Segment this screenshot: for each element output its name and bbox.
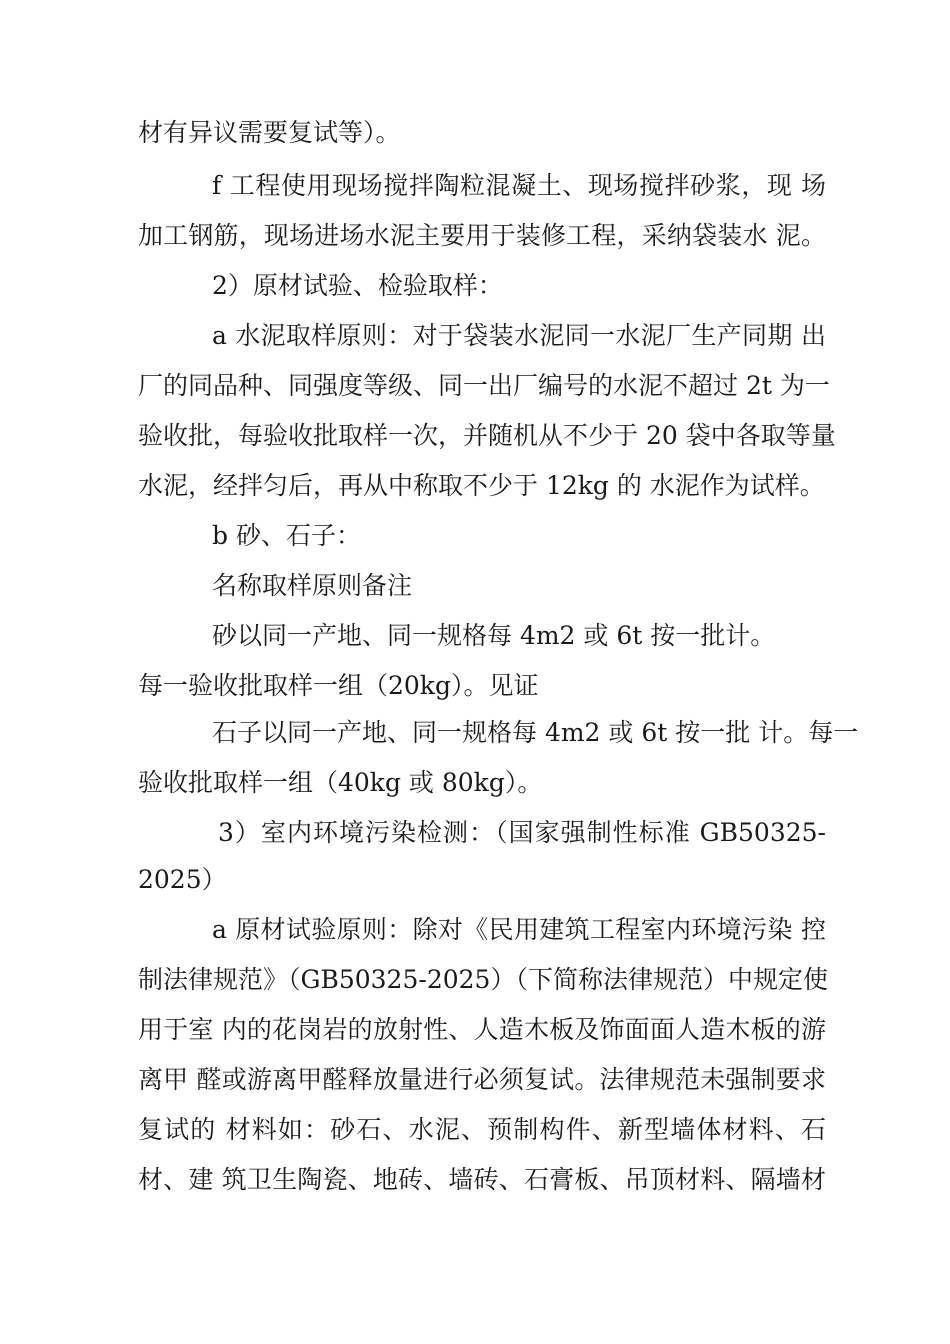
text-line: 每一验收批取样一组（20kg）。见证 [138,671,539,700]
text-line: 离甲 醛或游离甲醛释放量进行必须复试。法律规范未强制要求 [138,1065,826,1094]
text-line: 3）室内环境污染检测：（国家强制性标准 GB50325- [218,818,826,847]
text-line: 厂的同品种、同强度等级、同一出厂编号的水泥不超过 2t 为一 [138,371,830,400]
text-line: f 工程使用现场搅拌陶粒混凝土、现场搅拌砂浆，现 场 [212,171,826,200]
text-line: a 原材试验原则：除对《民用建筑工程室内环境污染 控 [212,915,826,944]
text-line: 砂以同一产地、同一规格每 4m2 或 6t 按一批计。 [212,621,776,650]
text-line: 加工钢筋，现场进场水泥主要用于装修工程，采纳袋装水 泥。 [138,221,826,250]
text-line: 材、建 筑卫生陶瓷、地砖、墙砖、石膏板、吊顶材料、隔墙材 [138,1165,826,1194]
text-line: 复试的 材料如：砂石、水泥、预制构件、新型墙体材料、石 [138,1115,826,1144]
text-line: 2）原材试验、检验取样： [212,271,503,300]
text-line: 水泥，经拌匀后，再从中称取不少于 12kg 的 水泥作为试样。 [138,471,825,500]
text-line: 验收批，每验收批取样一次，并随机从不少于 20 袋中各取等量 [138,421,836,450]
text-line: 材有异议需要复试等）。 [138,118,401,147]
text-line: 验收批取样一组（40kg 或 80kg）。 [138,768,543,797]
text-line: 用于室 内的花岗岩的放射性、人造木板及饰面面人造木板的游 [138,1015,826,1044]
text-line: 名称取样原则备注 [212,571,413,600]
text-line: 制法律规范》（GB50325-2025）（下简称法律规范）中规定使 [138,965,828,994]
text-line: a 水泥取样原则：对于袋装水泥同一水泥厂生产同期 出 [212,321,826,350]
text-line: 石子以同一产地、同一规格每 4m2 或 6t 按一批 计。每一 [212,718,859,747]
text-line: 2025） [138,865,227,894]
text-line: b 砂、石子： [212,521,361,550]
